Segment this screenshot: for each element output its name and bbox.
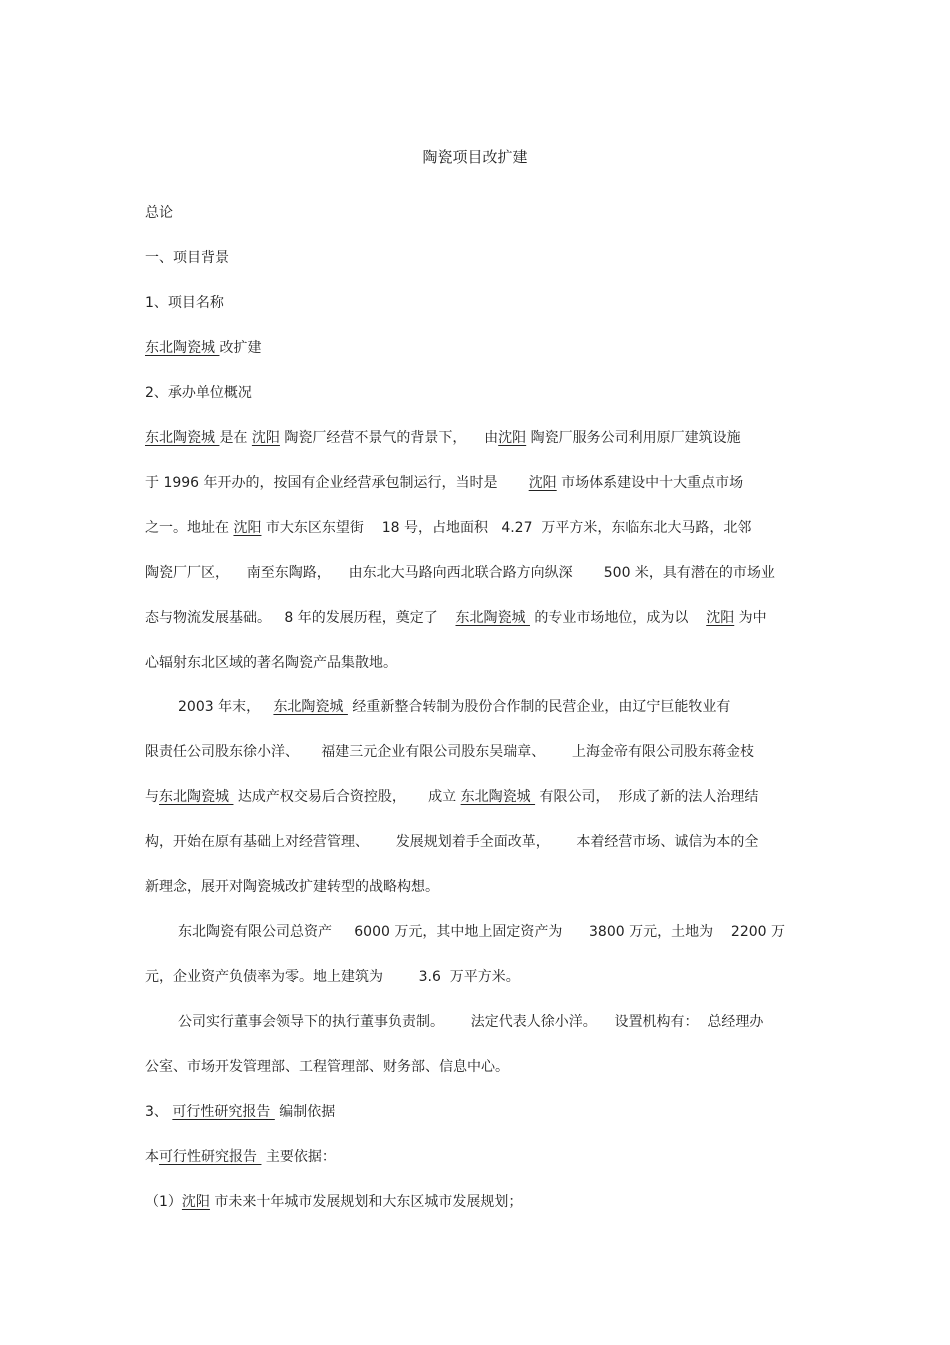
text-run: 市大东区东望街 18 号，占地面积 4.27 万平方米，东临东北大马路，北邻 (261, 520, 752, 536)
text-run: 市未来十年城市发展规划和大东区城市发展规划； (209, 1194, 523, 1210)
text-run: 与 (145, 789, 159, 805)
line-9 (145, 563, 775, 583)
text-run: 总论 (145, 205, 173, 221)
underlined-term: 东北陶瓷城 (159, 789, 234, 805)
line-20 (145, 1057, 509, 1077)
line-10 (145, 608, 767, 628)
text-run: 市场体系建设中十大重点市场 (556, 475, 744, 491)
text-run: 于 1996 年开办的，按国有企业经营承包制运行，当时是 (145, 475, 529, 491)
underlined-term: 沈阳 (706, 610, 735, 626)
text-run: 陶瓷厂经营不景气的背景下， 由 (279, 430, 499, 446)
line-15 (145, 832, 758, 852)
line-11 (145, 653, 397, 673)
underlined-term: 沈阳 (498, 430, 527, 446)
underlined-term: 东北陶瓷城 (460, 789, 536, 805)
text-run: 2003 年末， (178, 699, 274, 715)
text-run: 1、项目名称 (145, 295, 224, 311)
line-6 (145, 428, 741, 448)
text-run: 是在 (219, 430, 252, 446)
line-7 (145, 473, 743, 493)
text-run: 为中 (734, 610, 767, 626)
line-12 (178, 697, 730, 717)
text-run: 本 (145, 1149, 159, 1165)
text-run: 有限公司， 形成了新的法人治理结 (535, 789, 759, 805)
underlined-term: 沈阳 (251, 430, 280, 446)
text-run: （1） (145, 1194, 182, 1210)
line-3 (145, 293, 224, 313)
underlined-term: 沈阳 (181, 1194, 210, 1210)
underlined-term: 东北陶瓷城 (455, 610, 530, 626)
text-run: 陶瓷厂厂区， 南至东陶路， 由东北大马路向西北联合路方向纵深 500 米，具有潜在的市场业 (145, 565, 775, 581)
text-run: 编制依据 (274, 1104, 336, 1120)
line-13 (145, 742, 754, 762)
underlined-term: 东北陶瓷城 (145, 340, 220, 356)
text-run: 2、承办单位概况 (145, 385, 252, 401)
text-run: 限责任公司股东徐小洋、 福建三元企业有限公司股东吴瑞章、 上海金帝有限公司股东蒋金枝 (145, 744, 754, 760)
line-1 (145, 203, 173, 223)
text-run: 元，企业资产负债率为零。地上建筑为 3.6 万平方米。 (145, 969, 520, 985)
line-8 (145, 518, 751, 538)
text-run: 公司实行董事会领导下的执行董事负责制。 法定代表人徐小洋。 设置机构有： 总经理办 (178, 1014, 764, 1030)
text-run: 3、 (145, 1104, 173, 1120)
line-14 (145, 787, 758, 807)
line-22 (145, 1147, 336, 1167)
text-run: 公室、市场开发管理部、工程管理部、财务部、信息中心。 (145, 1059, 509, 1075)
line-19 (178, 1012, 763, 1032)
underlined-term: 东北陶瓷城 (273, 699, 348, 715)
text-run: 态与物流发展基础。 8 年的发展历程，奠定了 (145, 610, 456, 626)
line-16 (145, 877, 439, 897)
text-run: 陶瓷厂服务公司利用原厂建筑设施 (526, 430, 741, 446)
text-run: 改扩建 (219, 340, 262, 356)
underlined-term: 沈阳 (528, 475, 557, 491)
text-run: 的专业市场地位，成为以 (529, 610, 707, 626)
underlined-term: 东北陶瓷城 (145, 430, 220, 446)
text-run: 主要依据： (261, 1149, 336, 1165)
underlined-term: 可行性研究报告 (159, 1149, 262, 1165)
text-run: 东北陶瓷有限公司总资产 6000 万元，其中地上固定资产为 3800 万元，土地为 2200 万 (178, 924, 785, 940)
text-run: 构，开始在原有基础上对经营管理、 发展规划着手全面改革， 本着经营市场、诚信为本的全 (145, 834, 759, 850)
document-title: 陶瓷项目改扩建 (422, 148, 528, 166)
text-run: 之一。地址在 (145, 520, 234, 536)
text-run: 新理念，展开对陶瓷城改扩建转型的战略构想。 (145, 879, 439, 895)
line-23 (145, 1192, 522, 1212)
text-run: 经重新整合转制为股份合作制的民营企业，由辽宁巨能牧业有 (347, 699, 731, 715)
line-17 (178, 922, 785, 942)
line-4 (145, 338, 261, 358)
text-run: 心辐射东北区域的著名陶瓷产品集散地。 (145, 655, 397, 671)
underlined-term: 沈阳 (233, 520, 262, 536)
text-run: 达成产权交易后合资控股， 成立 (233, 789, 461, 805)
line-5 (145, 383, 252, 403)
text-run: 一、项目背景 (145, 250, 229, 266)
line-21 (145, 1102, 335, 1122)
line-18 (145, 967, 520, 987)
underlined-term: 可行性研究报告 (172, 1104, 275, 1120)
line-2 (145, 248, 229, 268)
